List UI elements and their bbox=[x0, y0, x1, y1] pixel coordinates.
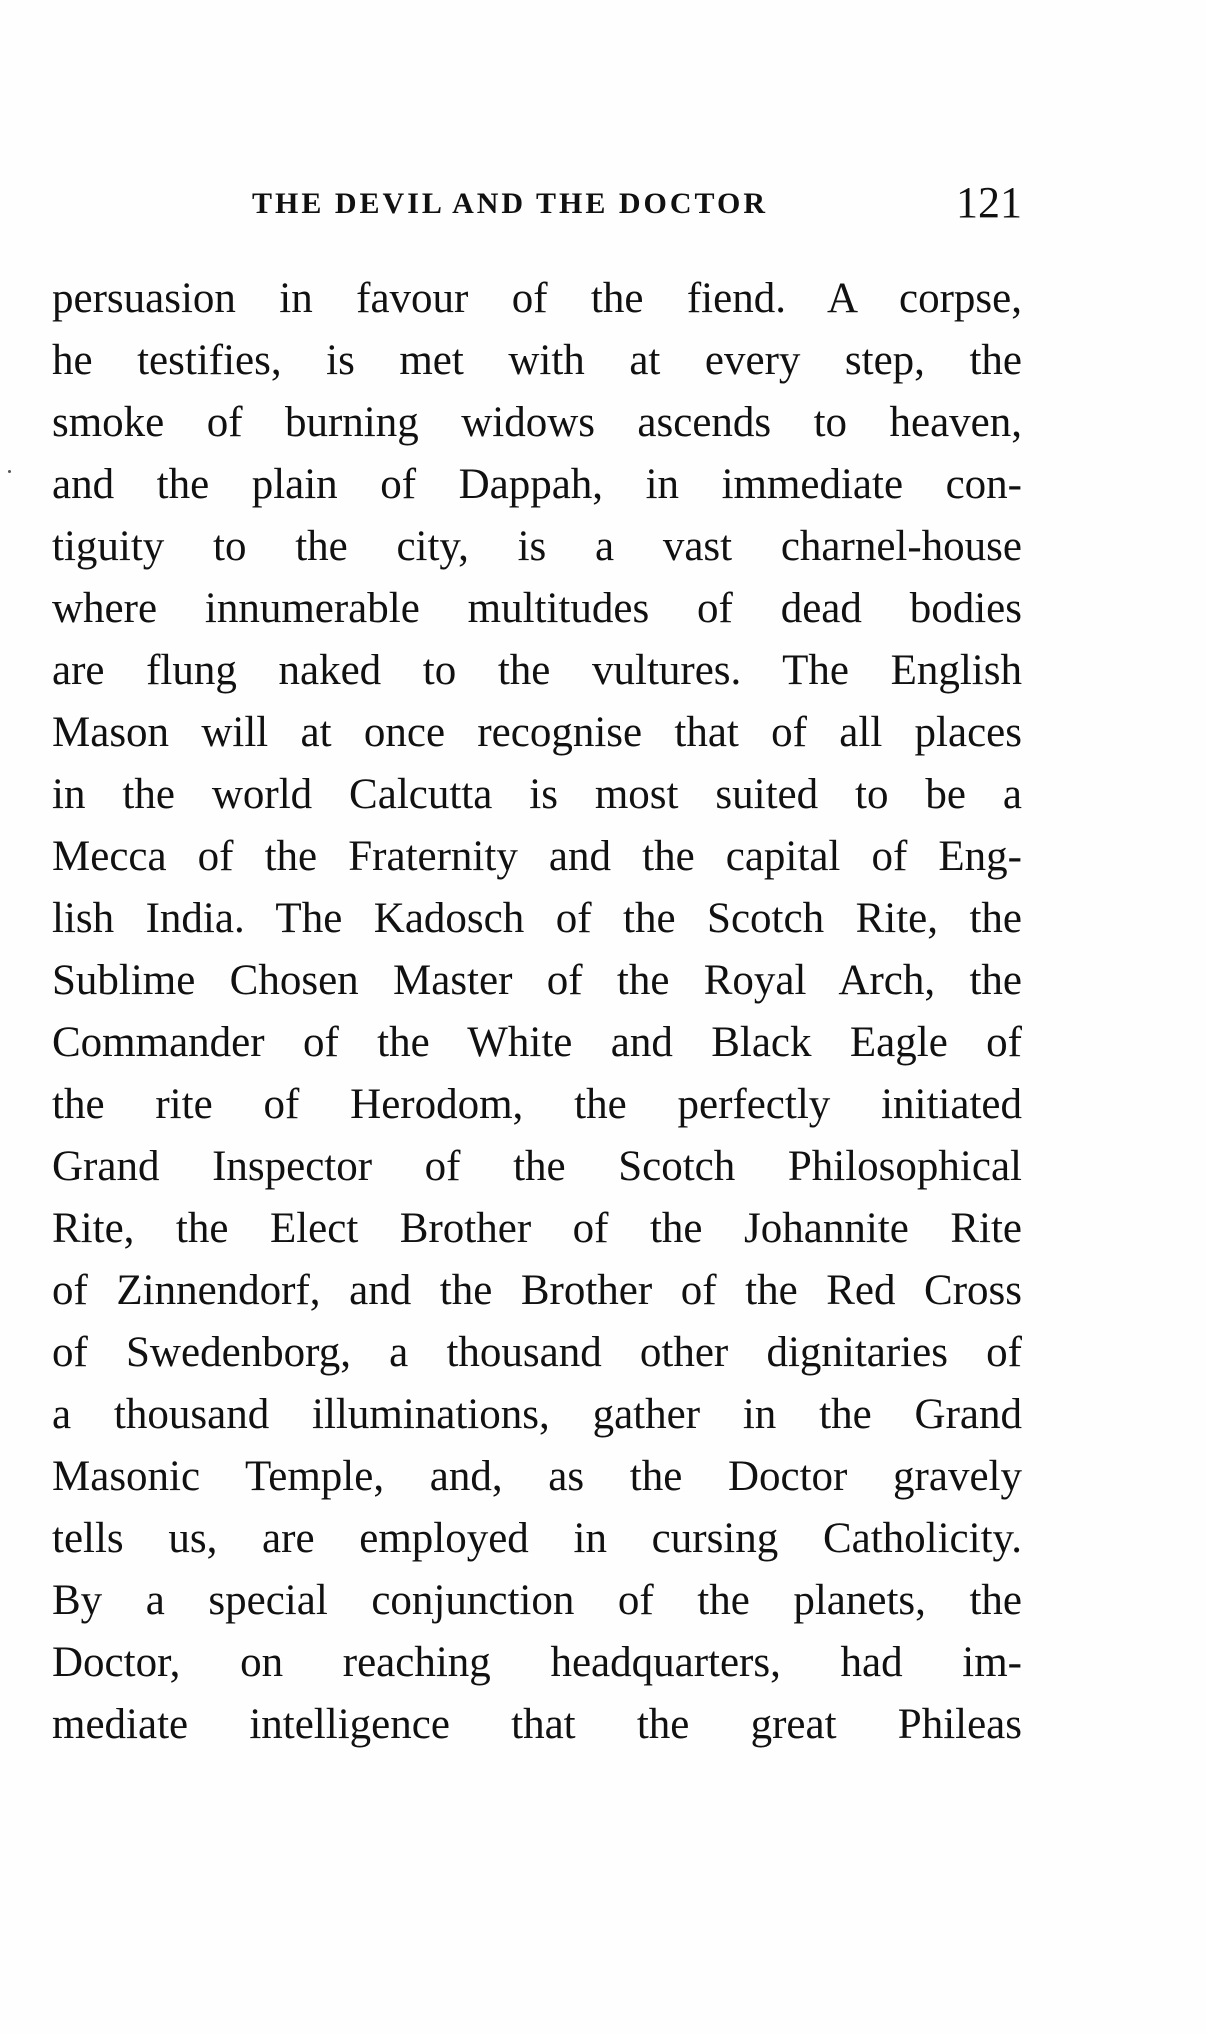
text-line: Rite, the Elect Brother of the Johannite Rite bbox=[52, 1205, 1022, 1252]
text-line: tiguity to the city, is a vast charnel-house bbox=[52, 523, 1022, 570]
text-line: a thousand illuminations, gather in the Grand bbox=[52, 1391, 1022, 1438]
text-line: mediate intelligence that the great Phileas bbox=[52, 1701, 1022, 1748]
text-line: smoke of burning widows ascends to heaven, bbox=[52, 399, 1022, 446]
text-line: Sublime Chosen Master of the Royal Arch, the bbox=[52, 957, 1022, 1004]
text-line: of Zinnendorf, and the Brother of the Red Cross bbox=[52, 1267, 1022, 1314]
text-line: where innumerable multitudes of dead bodies bbox=[52, 585, 1022, 632]
page-speck bbox=[8, 470, 11, 473]
page-number: 121 bbox=[956, 178, 1022, 227]
text-line: tells us, are employed in cursing Catholicity. bbox=[52, 1515, 1022, 1562]
text-line: persuasion in favour of the fiend. A corpse, bbox=[52, 275, 1022, 322]
text-line: and the plain of Dappah, in immediate con- bbox=[52, 461, 1022, 508]
text-line: in the world Calcutta is most suited to be a bbox=[52, 771, 1022, 818]
text-line: are flung naked to the vultures. The English bbox=[52, 647, 1022, 694]
running-title: THE DEVIL AND THE DOCTOR bbox=[252, 187, 769, 220]
text-line: Masonic Temple, and, as the Doctor gravely bbox=[52, 1453, 1022, 1500]
text-line: Mecca of the Fraternity and the capital of Eng- bbox=[52, 833, 1022, 880]
text-line: he testifies, is met with at every step, the bbox=[52, 337, 1022, 384]
text-line: of Swedenborg, a thousand other dignitaries of bbox=[52, 1329, 1022, 1376]
page-header bbox=[52, 178, 1022, 233]
text-line: Commander of the White and Black Eagle of bbox=[52, 1019, 1022, 1066]
text-line: lish India. The Kadosch of the Scotch Rite, the bbox=[52, 895, 1022, 942]
text-line: Mason will at once recognise that of all places bbox=[52, 709, 1022, 756]
text-line: By a special conjunction of the planets, the bbox=[52, 1577, 1022, 1624]
text-line: Doctor, on reaching headquarters, had im- bbox=[52, 1639, 1022, 1686]
text-line: Grand Inspector of the Scotch Philosophical bbox=[52, 1143, 1022, 1190]
text-line: the rite of Herodom, the perfectly initiated bbox=[52, 1081, 1022, 1128]
body-text bbox=[52, 268, 1022, 1756]
